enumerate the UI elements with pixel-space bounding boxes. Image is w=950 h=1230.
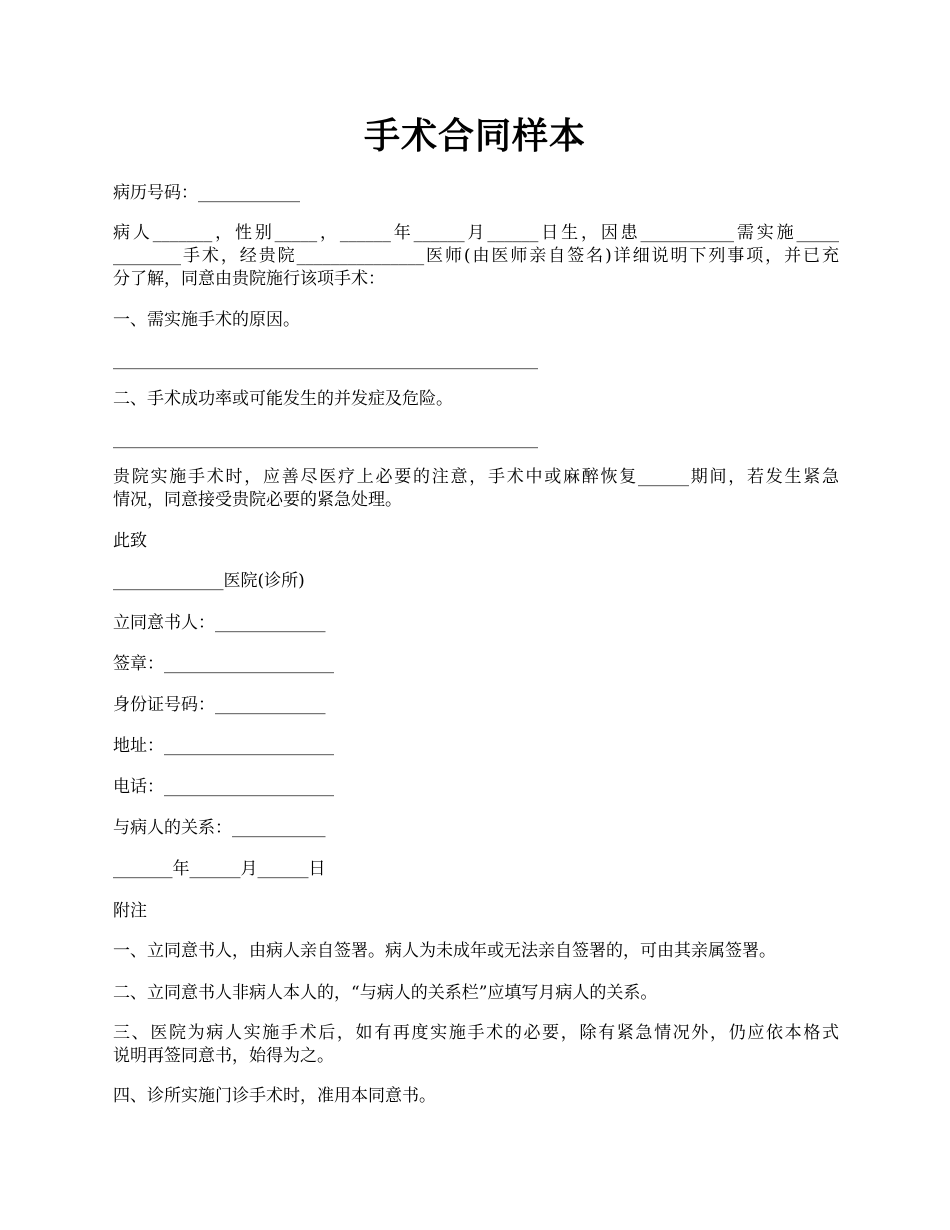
emergency-line-1: 贵院实施手术时，应善尽医疗上必要的注意，手术中或麻醉恢复______期间，若发生紧急 <box>113 467 839 487</box>
date-line: _______年______月______日 <box>113 859 326 879</box>
hospital-line: _____________医院(诊所) <box>113 571 305 591</box>
relation-line: 与病人的关系：___________ <box>113 818 326 838</box>
note-3-paragraph <box>113 1022 839 1068</box>
salutation: 此致 <box>113 531 147 551</box>
emergency-line-2: 情况，同意接受贵院必要的紧急处理。 <box>113 490 402 510</box>
emergency-paragraph <box>113 466 839 512</box>
document-title: 手术合同样本 <box>363 115 586 157</box>
item-2-heading: 二、手术成功率或可能发生的并发症及危险。 <box>113 389 453 409</box>
id-number-line: 身份证号码：_____________ <box>113 695 326 715</box>
item-1-blank-line: __________________________________________________ <box>113 350 538 370</box>
note-4: 四、诊所实施门诊手术时，准用本同意书。 <box>113 1086 436 1106</box>
note-1: 一、立同意书人，由病人亲自签署。病人为未成年或无法亲自签署的，可由其亲属签署。 <box>113 941 776 961</box>
medical-record-number-line: 病历号码：____________ <box>113 183 300 203</box>
item-1-heading: 一、需实施手术的原因。 <box>113 310 300 330</box>
notes-heading: 附注 <box>113 901 147 921</box>
patient-intro-line-1: 病人_______，性别_____，______年______月______日生，因患___________需实施_____ <box>113 223 839 243</box>
seal-line: 签章：____________________ <box>113 654 334 674</box>
note-3-line-2: 说明再签同意书，始得为之。 <box>113 1046 334 1066</box>
item-2-blank-line: __________________________________________________ <box>113 429 538 449</box>
phone-line: 电话：____________________ <box>113 777 334 797</box>
patient-intro-line-3: 分了解，同意由贵院施行该项手术： <box>113 269 385 289</box>
note-2: 二、立同意书人非病人本人的，“与病人的关系栏”应填写月病人的关系。 <box>113 983 658 1003</box>
address-line: 地址：____________________ <box>113 736 334 756</box>
signer-line: 立同意书人：_____________ <box>113 613 326 633</box>
patient-intro-paragraph <box>113 222 839 291</box>
note-3-line-1: 三、医院为病人实施手术后，如有再度实施手术的必要，除有紧急情况外，仍应依本格式 <box>113 1023 839 1043</box>
patient-intro-line-2: ________手术，经贵院_______________医师(由医师亲自签名)详细说明下列事项，并已充 <box>113 246 839 266</box>
